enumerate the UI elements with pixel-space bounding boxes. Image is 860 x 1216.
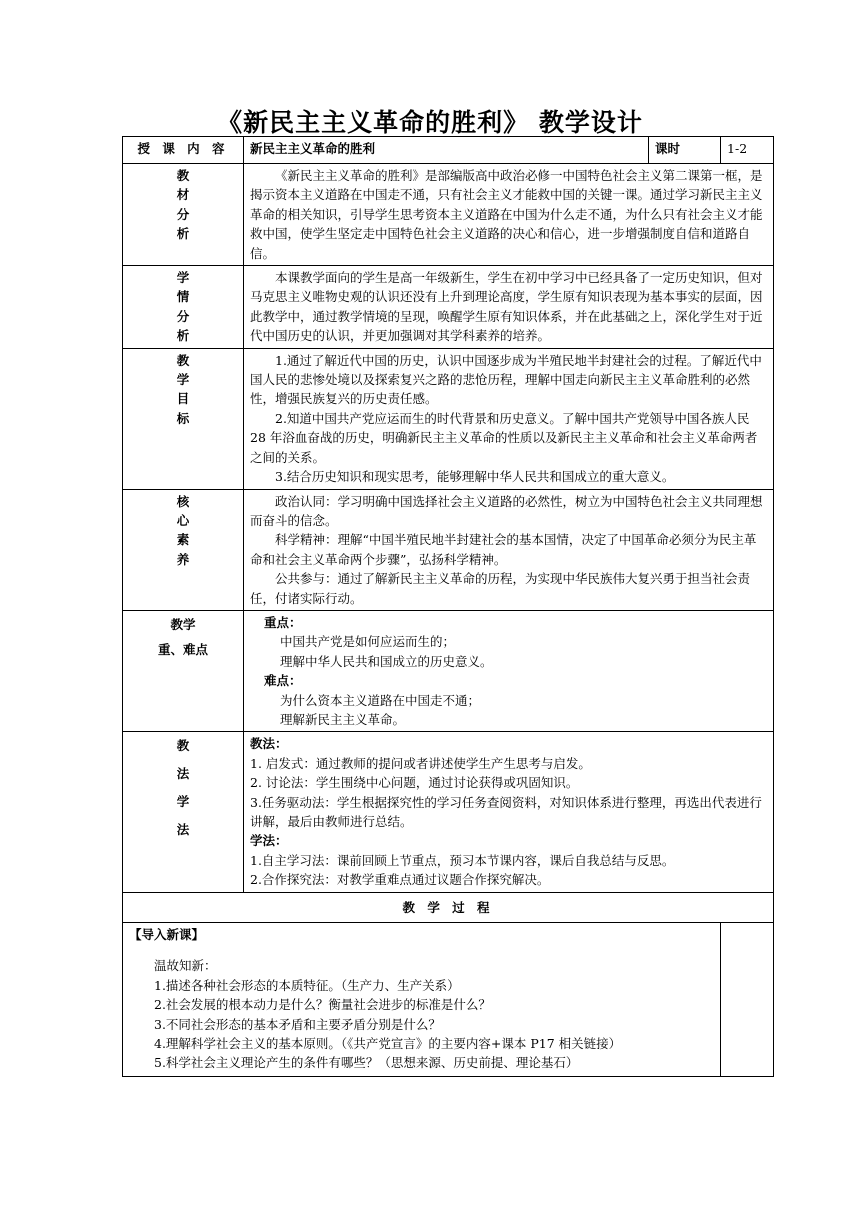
process-heading: 教 学 过 程 bbox=[123, 892, 774, 922]
period-label: 课时 bbox=[649, 137, 721, 164]
literacy-item: 政治认同：学习明确中国选择社会主义道路的必然性，树立为中国特色社会主义共同理想而奋斗的信念。 bbox=[250, 493, 763, 528]
process-heading-row bbox=[123, 892, 774, 922]
header-label: 授 课 内 容 bbox=[123, 137, 244, 164]
methods-label: 教 法 学 法 bbox=[123, 732, 244, 892]
header-row bbox=[123, 137, 774, 164]
goal-item: 1.通过了解近代中国的历史，认识中国逐步成为半殖民地半封建社会的过程。了解近代中国人民的悲惨处境以及探索复兴之路的悲怆历程，理解中国走向新民主主义革命胜利的必然性，增强民族复兴的历史责任感。 bbox=[250, 352, 762, 407]
key-item: 中国共产党是如何应运而生的； bbox=[280, 634, 456, 650]
textbook-analysis-label: 教 材 分 析 bbox=[123, 164, 244, 266]
textbook-analysis-text: 《新民主主义革命的胜利》是部编版高中政治必修一中国特色社会主义第二课第一框，是揭示资本主义道路在中国走不通，只有社会主义才能救中国的关键一课。通过学习新民主主义革命的相关知识，引导学生思考资本主义道路在中国为什么走不通，为什么只有社会主义才能救中国，使学生坚定走中国特色社会主义道路的决心和信心，进一步增强制度自信和道路自信。 bbox=[244, 164, 774, 266]
review-item: 1.描述各种社会形态的本质特征。（生产力、生产关系） bbox=[154, 977, 460, 993]
literacy-item: 科学精神：理解“中国半殖民地半封建社会的基本国情，决定了中国革命必须分为民主革命和社会主义革命两个步骤”，弘扬科学精神。 bbox=[250, 532, 757, 567]
core-literacy-label: 核 心 素 养 bbox=[123, 489, 244, 610]
methods-row bbox=[123, 732, 774, 892]
goal-item: 2.知道中国共产党应运而生的时代背景和历史意义。了解中国共产党领导中国各族人民 28 年浴血奋战的历史，明确新民主主义革命的性质以及新民主主义革命和社会主义革命两者之间的关系。 bbox=[250, 410, 758, 465]
student-analysis-text: 本课教学面向的学生是高一年级新生，学生在初中学习中已经具备了一定历史知识，但对马克思主义唯物史观的认识还没有上升到理论高度，学生原有知识表现为基本事实的层面，因此教学中，通过教学情境的呈现，唤醒学生原有知识体系，并在此基础之上，深化学生对于近代中国历史的认识，并更加强调对其学科素养的培养。 bbox=[244, 266, 774, 349]
key-title: 重点： bbox=[264, 614, 302, 630]
student-analysis-label: 学 情 分 析 bbox=[123, 266, 244, 349]
difficult-item: 理解新民主主义革命。 bbox=[280, 711, 406, 727]
period-value: 1-2 bbox=[721, 137, 774, 164]
process-body-row bbox=[123, 923, 774, 1077]
process-notes-column bbox=[721, 923, 774, 1077]
difficult-title: 难点： bbox=[264, 673, 302, 689]
difficult-item: 为什么资本主义道路在中国走不通； bbox=[280, 692, 481, 708]
intro-title: 【导入新课】 bbox=[129, 927, 205, 943]
review-item: 2.社会发展的根本动力是什么？衡量社会进步的标准是什么？ bbox=[154, 997, 491, 1013]
header-content: 新民主主义革命的胜利 bbox=[244, 137, 649, 164]
teaching-goals-label: 教 学 目 标 bbox=[123, 348, 244, 489]
core-literacy-row bbox=[123, 489, 774, 610]
review-item: 4.理解科学社会主义的基本原则。（《共产党宣言》的主要内容+课本 P17 相关链接） bbox=[154, 1036, 622, 1052]
review-item: 5.科学社会主义理论产生的条件有哪些？（思想来源、历史前提、理论基石） bbox=[154, 1055, 579, 1071]
core-literacy-text bbox=[244, 489, 774, 610]
review-item: 3.不同社会形态的基本矛盾和主要矛盾分别是什么？ bbox=[154, 1016, 441, 1032]
teaching-goals-text bbox=[244, 348, 774, 489]
goal-item: 3.结合历史知识和现实思考，能够理解中华人民共和国成立的重大意义。 bbox=[275, 469, 675, 485]
textbook-analysis-row bbox=[123, 164, 774, 266]
key-difficult-label: 教学 重、难点 bbox=[123, 610, 244, 731]
teach-method-item: 3.任务驱动法：学生根据探究性的学习任务查阅资料，对知识体系进行整理，再选出代表进行讲解，最后由教师进行总结。 bbox=[250, 794, 762, 829]
teach-method-item: 2. 讨论法：学生围绕中心问题，通过讨论获得或巩固知识。 bbox=[250, 775, 579, 791]
review-title: 温故知新： bbox=[154, 958, 217, 974]
process-content bbox=[123, 923, 721, 1077]
learn-method-item: 1.自主学习法：课前回顾上节重点，预习本节课内容，课后自我总结与反思。 bbox=[250, 852, 675, 868]
methods-text bbox=[244, 732, 774, 892]
lesson-plan-table bbox=[122, 136, 774, 1077]
page-title: 《新民主主义革命的胜利》 教学设计 bbox=[217, 108, 643, 137]
key-difficult-row bbox=[123, 610, 774, 731]
learn-method-item: 2.合作探究法：对教学重难点通过议题合作探究解决。 bbox=[250, 872, 550, 888]
teaching-goals-row bbox=[123, 348, 774, 489]
teach-method-item: 1. 启发式：通过教师的提问或者讲述使学生产生思考与启发。 bbox=[250, 755, 591, 771]
key-difficult-text bbox=[244, 610, 774, 731]
teach-method-title: 教法： bbox=[250, 736, 288, 752]
literacy-item: 公共参与：通过了解新民主主义革命的历程，为实现中华民族伟大复兴勇于担当社会责任，付诸实际行动。 bbox=[250, 571, 751, 606]
student-analysis-row bbox=[123, 266, 774, 349]
learn-method-title: 学法： bbox=[250, 833, 288, 849]
key-item: 理解中华人民共和国成立的历史意义。 bbox=[280, 653, 493, 669]
